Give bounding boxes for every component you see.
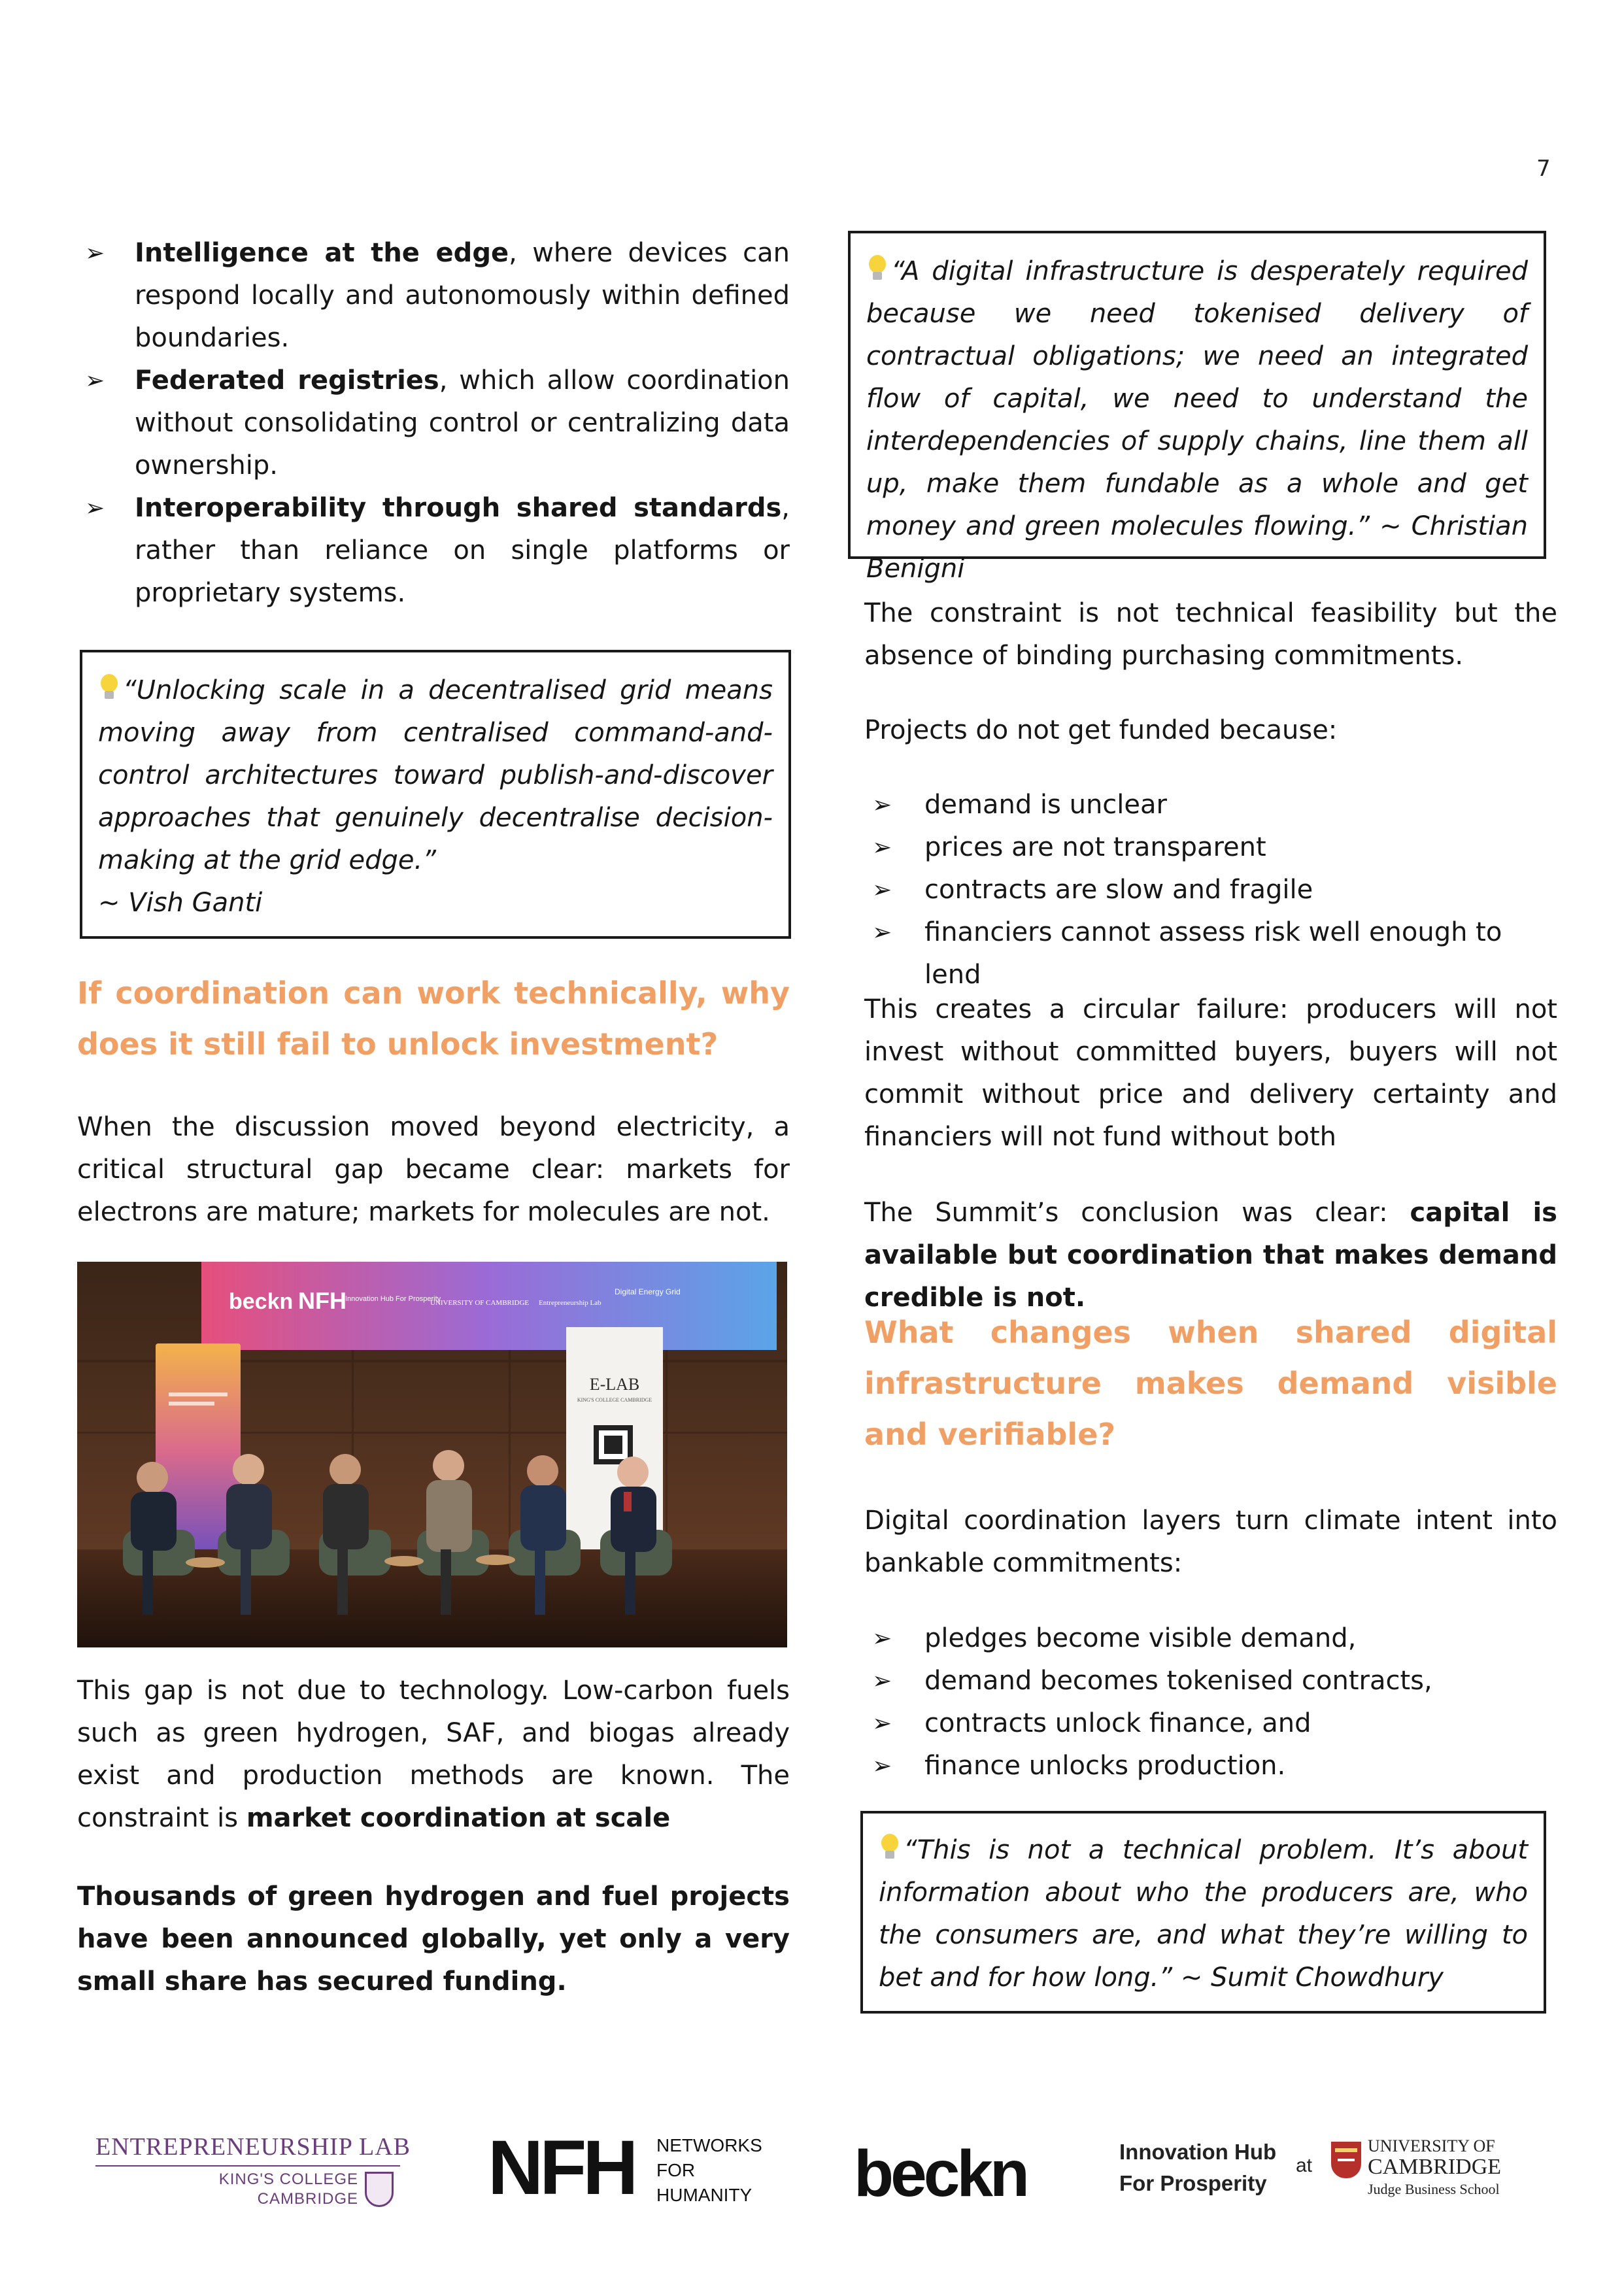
steps-list-wrapper xyxy=(864,1617,1557,1787)
cambridge-judge-logo xyxy=(1331,2136,1547,2202)
entrepreneurship-lab-logo xyxy=(95,2133,411,2211)
left-column xyxy=(77,232,790,615)
quote-box-christian-benigni xyxy=(848,231,1546,584)
lightbulb-icon xyxy=(879,1834,901,1863)
list-item: ➢ contracts are slow and fragile xyxy=(864,869,1557,911)
hub-line2: For Prosperity xyxy=(1119,2171,1267,2195)
list-item: ➢ contracts unlock finance, and xyxy=(864,1702,1557,1745)
paragraph-circular-failure: This creates a circular failure: producers will not invest without committed buyers, buyers will not commit without price and delivery certainty and financiers will not fund without both xyxy=(864,994,1557,1152)
paragraph-technology-gap: This gap is not due to technology. Low-carbon fuels such as green hydrogen, SAF, and biogas already exist and production methods are known. The constraint is market coordination at scale xyxy=(77,1676,790,1833)
kings-college-crest-icon xyxy=(365,2172,394,2207)
beckn-logo xyxy=(854,2138,1037,2210)
edge-features-list xyxy=(77,232,790,615)
steps-list xyxy=(864,1617,1557,1787)
arrow-bullet-icon: ➢ xyxy=(872,792,892,818)
nfh-line3: HUMANITY xyxy=(656,2185,753,2205)
panel-discussion-photo xyxy=(77,1262,787,1647)
list-item: ➢ demand becomes tokenised contracts, xyxy=(864,1660,1557,1702)
arrow-bullet-icon: ➢ xyxy=(872,877,892,903)
quote-text: “This is not a technical problem. It’s about information about who the producers are, who the consumers are, and what they’re willing to bet and for how long.” ~ Sumit Chowdhury xyxy=(879,1835,1528,1993)
quote-box-vish-ganti xyxy=(80,650,791,939)
paragraph-summit-conclusion: The Summit’s conclusion was clear: capital is available but coordination that makes demand credible is not. xyxy=(864,1198,1557,1313)
arrow-bullet-icon: ➢ xyxy=(872,1625,892,1652)
elab-title: ENTREPRENEURSHIP LAB xyxy=(95,2133,411,2161)
banner-elab-sub: KING'S COLLEGE CAMBRIDGE xyxy=(577,1397,652,1403)
section-heading-digital-infrastructure: What changes when shared digital infrastructure makes demand visible and verifiable? xyxy=(864,1315,1557,1452)
arrow-bullet-icon: ➢ xyxy=(872,834,892,861)
paragraph-announced-projects: Thousands of green hydrogen and fuel projects have been announced globally, yet only a very small share has secured funding. xyxy=(77,1881,790,1997)
hub-at-text: at xyxy=(1296,2155,1313,2176)
reasons-list-wrapper xyxy=(864,784,1557,996)
screen-cambridge-text: UNIVERSITY OF CAMBRIDGE xyxy=(430,1299,530,1307)
list-item: ➢ financiers cannot assess risk well enough to lend xyxy=(864,911,1557,996)
elab-sub2: CAMBRIDGE xyxy=(257,2190,358,2208)
screen-nfh-logo: NFH xyxy=(298,1287,347,1314)
cam-line1: UNIVERSITY OF xyxy=(1368,2136,1495,2155)
arrow-bullet-icon: ➢ xyxy=(872,1710,892,1737)
quote-text: “A digital infrastructure is desperately required because we need tokenised delivery of contractual obligations; we need an integrated flow of capital, we need to understand the interdependencies of supply chains, line them all up, make them fundable as a whole and get money and green molecules flowing.” ~ Christian Benigni xyxy=(866,256,1528,584)
paragraph-structural-gap: When the discussion moved beyond electricity, a critical structural gap became clear: markets for electrons are mature; markets for molecules are not. xyxy=(77,1112,790,1227)
beckn-wordmark: beckn xyxy=(854,2137,1027,2210)
reasons-list xyxy=(864,784,1557,996)
list-item: ➢ pledges become visible demand, xyxy=(864,1617,1557,1660)
paragraph-projects-not-funded: Projects do not get funded because: xyxy=(864,715,1338,745)
nfh-line1: NETWORKS xyxy=(656,2135,762,2155)
quote-box-sumit-chowdhury xyxy=(860,1811,1546,2014)
cam-line3: Judge Business School xyxy=(1368,2181,1500,2197)
nfh-logo xyxy=(488,2125,775,2211)
list-item: ➢ demand is unclear xyxy=(864,784,1557,826)
list-item: ➢ prices are not transparent xyxy=(864,826,1557,869)
arrow-bullet-icon: ➢ xyxy=(85,240,105,267)
screen-grid-text: Digital Energy Grid xyxy=(615,1287,681,1296)
screen-elab-text: Entrepreneurship Lab xyxy=(539,1299,601,1307)
elab-sub1: KING'S COLLEGE xyxy=(218,2170,358,2188)
hub-line1: Innovation Hub xyxy=(1119,2140,1277,2164)
list-item: ➢ Federated registries, which allow coordination without consolidating control or centralizing data ownership. xyxy=(77,360,790,487)
cam-line2: CAMBRIDGE xyxy=(1368,2155,1502,2179)
innovation-hub-logo xyxy=(1119,2136,1283,2202)
quote-author: ~ Vish Ganti xyxy=(98,888,263,918)
panel-photo-illustration xyxy=(77,1262,787,1647)
list-item: ➢ Intelligence at the edge, where devices can respond locally and autonomously within defined boundaries. xyxy=(77,232,790,360)
arrow-bullet-icon: ➢ xyxy=(85,495,105,522)
screen-beckn-logo: beckn xyxy=(229,1289,294,1314)
nfh-mark: NFH xyxy=(488,2125,635,2211)
arrow-bullet-icon: ➢ xyxy=(85,367,105,394)
page-number: 7 xyxy=(1536,156,1551,182)
list-item: ➢ Interoperability through shared standards, rather than reliance on single platforms or proprietary systems. xyxy=(77,487,790,615)
arrow-bullet-icon: ➢ xyxy=(872,919,892,946)
cambridge-crest-icon xyxy=(1331,2142,1361,2178)
arrow-bullet-icon: ➢ xyxy=(872,1668,892,1695)
lightbulb-icon xyxy=(98,674,120,703)
banner-elab-text: E-LAB xyxy=(589,1375,640,1394)
nfh-line2: FOR xyxy=(656,2160,696,2180)
lightbulb-icon xyxy=(866,255,888,284)
screen-hub-text: Innovation Hub For Prosperity xyxy=(345,1295,441,1303)
arrow-bullet-icon: ➢ xyxy=(872,1753,892,1780)
paragraph-constraint: The constraint is not technical feasibility but the absence of binding purchasing commitments. xyxy=(864,598,1557,671)
section-heading-coordination: If coordination can work technically, why does it still fail to unlock investment? xyxy=(77,975,790,1062)
quote-text: “Unlocking scale in a decentralised grid means moving away from centralised command-and-control architectures toward publish-and-discover approaches that genuinely decentralise decision-making at the grid edge.” xyxy=(98,675,773,875)
paragraph-digital-coordination: Digital coordination layers turn climate intent into bankable commitments: xyxy=(864,1506,1557,1578)
list-item: ➢ finance unlocks production. xyxy=(864,1745,1557,1787)
